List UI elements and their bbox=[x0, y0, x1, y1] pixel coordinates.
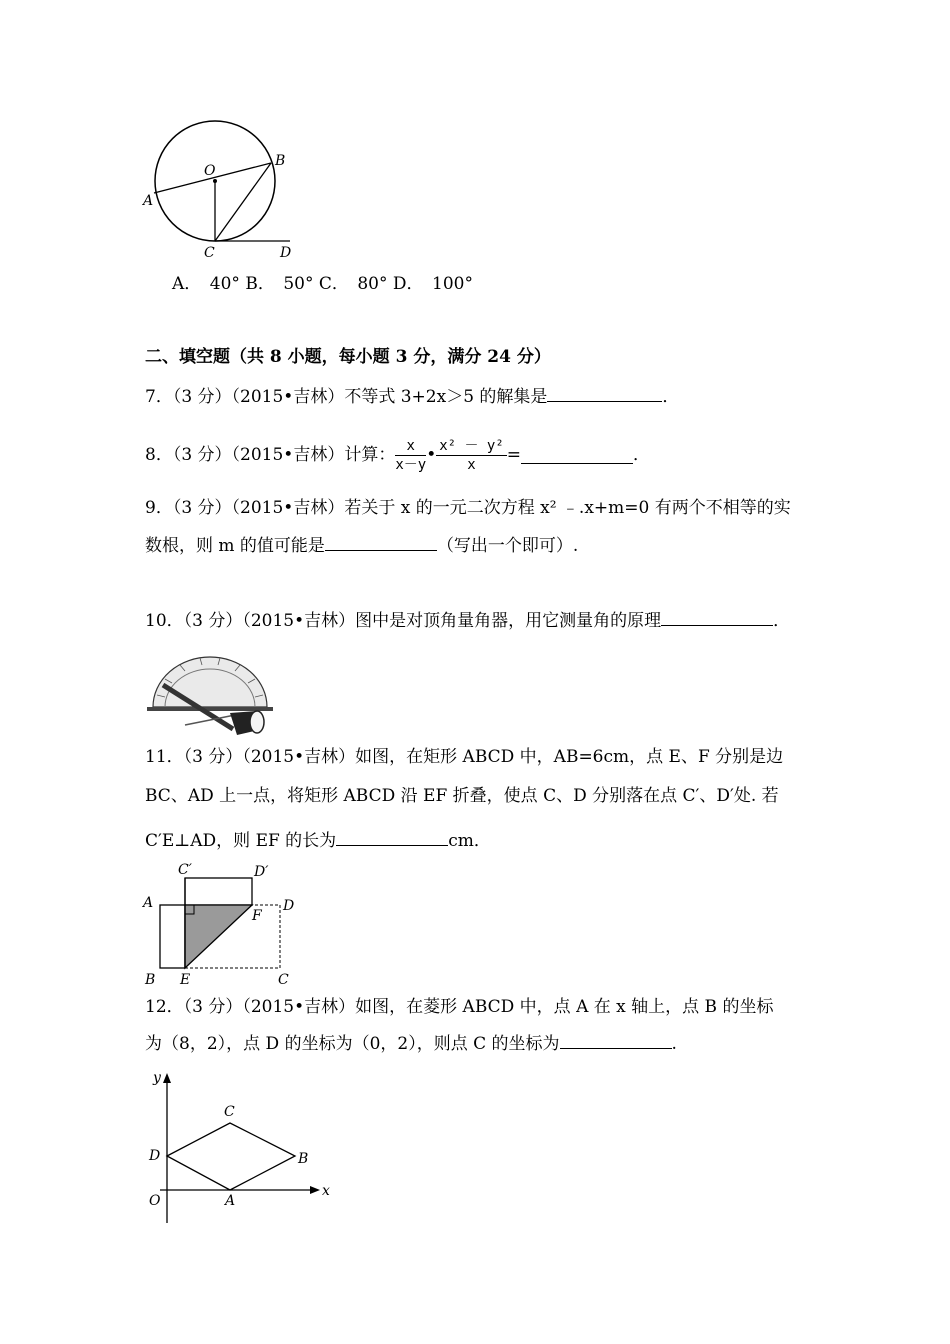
label-F: F bbox=[252, 908, 262, 924]
question-8: 8．（3 分）（2015•吉林）计算： $\frac{x}{x-y}$ • $\frac{\text{x² － y²}}{x}$ = ． bbox=[145, 437, 651, 473]
option-a[interactable]: A． 40° bbox=[172, 274, 240, 294]
question-10: 10．（3 分）（2015•吉林）图中是对顶角量角器，用它测量角的原理 ． bbox=[145, 611, 791, 631]
label-C-prime: C′ bbox=[178, 862, 192, 878]
label-O: O bbox=[204, 163, 216, 179]
fold-figure bbox=[140, 858, 310, 988]
q9-answer-blank[interactable] bbox=[325, 534, 437, 551]
option-d[interactable]: D． 100° bbox=[392, 274, 473, 294]
q10-answer-blank[interactable] bbox=[661, 609, 773, 626]
label-A: A bbox=[225, 1193, 236, 1209]
fraction-1: $\frac{x}{x-y}$ bbox=[395, 437, 427, 473]
option-b[interactable]: B． 50° bbox=[245, 274, 314, 294]
label-C: C bbox=[278, 972, 289, 988]
section-title: 二、填空题（共 8 小题，每小题 3 分，满分 24 分） bbox=[145, 347, 551, 367]
q8-text: 8．（3 分）（2015•吉林）计算： bbox=[145, 445, 396, 465]
protractor-figure bbox=[145, 645, 275, 737]
question-11-line2: BC、AD 上一点，将矩形 ABCD 沿 EF 折叠，使点 C、D 分别落在点 C′、D′处. 若 bbox=[145, 786, 779, 806]
question-12-line2: 为（8，2），点 D 的坐标为（0，2），则点 C 的坐标为 . bbox=[145, 1034, 677, 1054]
label-B: B bbox=[298, 1151, 309, 1167]
question-12-line1: 12．（3 分）（2015•吉林）如图，在菱形 ABCD 中，点 A 在 x 轴上，点 B 的坐标 bbox=[145, 997, 774, 1017]
question-11-line3: C′E⊥AD，则 EF 的长为 cm． bbox=[145, 831, 491, 851]
label-A: A bbox=[143, 895, 154, 911]
label-B: B bbox=[145, 972, 156, 988]
label-D: D bbox=[283, 898, 295, 914]
q7-text: 7．（3 分）（2015•吉林）不等式 3+2x＞5 的解集是 bbox=[145, 387, 548, 407]
fraction-2: $\frac{\text{x² － y²}}{x}$ bbox=[436, 437, 507, 474]
question-9-line1: 9．（3 分）（2015•吉林）若关于 x 的一元二次方程 x² ﹣.x+m=0 有两个不相等的实 bbox=[145, 498, 791, 518]
label-D-prime: D′ bbox=[254, 864, 269, 880]
label-A: A bbox=[143, 193, 154, 209]
label-x: x bbox=[322, 1183, 330, 1199]
q11-answer-blank[interactable] bbox=[336, 829, 448, 846]
label-y: y bbox=[153, 1070, 161, 1086]
q12-answer-blank[interactable] bbox=[560, 1032, 672, 1049]
label-B: B bbox=[275, 153, 286, 169]
label-C: C bbox=[204, 245, 215, 261]
label-E: E bbox=[180, 972, 191, 988]
rhombus-figure bbox=[140, 1065, 340, 1230]
label-D: D bbox=[149, 1148, 161, 1164]
question-7: 7．（3 分）（2015•吉林）不等式 3+2x＞5 的解集是 ． bbox=[145, 387, 680, 407]
label-O: O bbox=[149, 1193, 161, 1209]
q7-answer-blank[interactable] bbox=[547, 385, 662, 402]
label-D: D bbox=[280, 245, 292, 261]
circle-figure bbox=[140, 105, 310, 265]
question-11-line1: 11．（3 分）（2015•吉林）如图，在矩形 ABCD 中，AB=6cm，点 E、F 分别是边 bbox=[145, 747, 784, 767]
question-9-line2: 数根，则 m 的值可能是 （写出一个即可）. bbox=[145, 536, 579, 556]
q6-options bbox=[172, 273, 473, 295]
q8-answer-blank[interactable] bbox=[521, 447, 633, 464]
option-c[interactable]: C． 80° bbox=[318, 274, 388, 294]
label-C: C bbox=[224, 1104, 235, 1120]
